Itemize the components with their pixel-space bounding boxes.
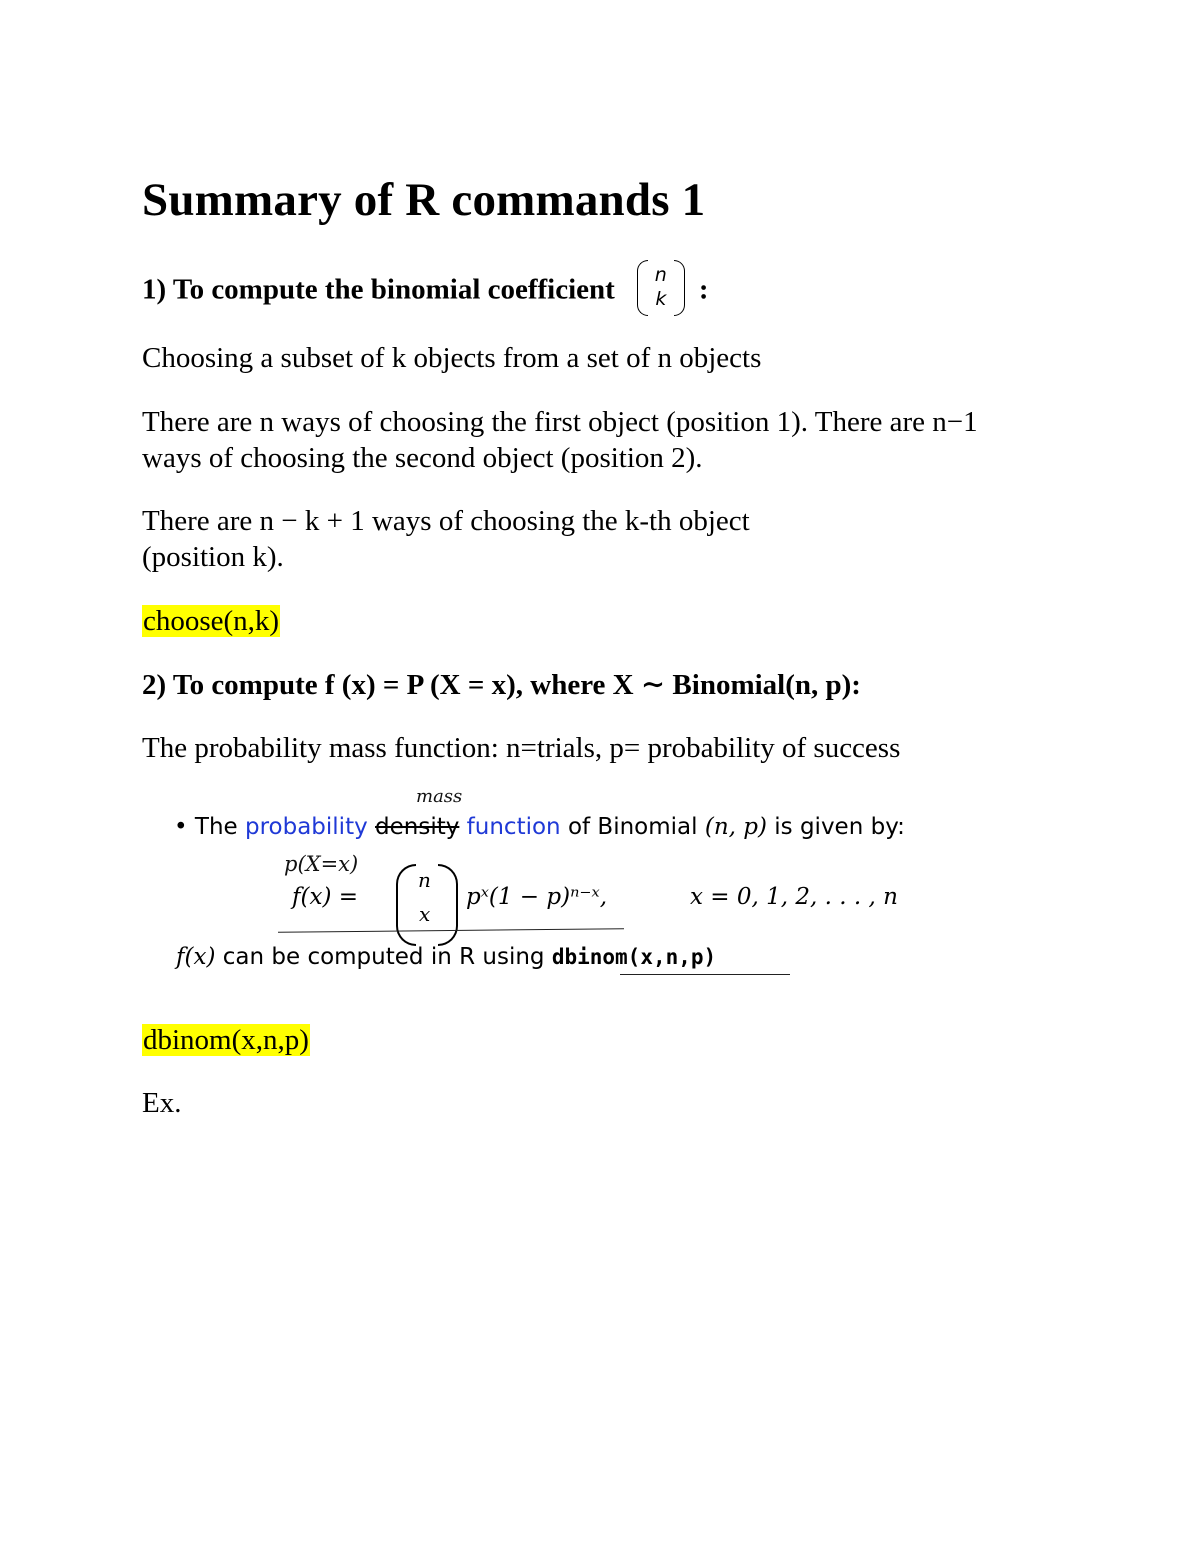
example-label: Ex. (142, 1087, 182, 1119)
handwritten-underline-code (620, 974, 790, 975)
section1-para2-line1: There are n ways of choosing the first object (position 1). There are n−1 (142, 406, 978, 438)
eq-left-paren (396, 864, 416, 946)
slide-line3 (176, 943, 716, 971)
slide-line3-text: can be computed in R using (222, 944, 545, 970)
section1-heading-text: 1) To compute the binomial coefficient (142, 273, 615, 306)
slide-line3-fx: f(x) (176, 944, 216, 970)
section1-para1: Choosing a subset of k objects from a set of n objects (142, 342, 762, 374)
eq-rhs: pˣ(1 − p)ⁿ⁻ˣ, (466, 884, 608, 910)
binom-bottom: k (655, 288, 667, 310)
section2-heading: 2) To compute f (x) = P (X = x), where X ∼ Binomial(n, p): (142, 669, 861, 701)
slide-text-of-binomial: of Binomial (567, 814, 698, 840)
eq-range: x = 0, 1, 2, . . . , n (690, 884, 898, 910)
section1-para3-line1: There are n − k + 1 ways of choosing the k-th object (142, 505, 750, 537)
choose-command-highlight: choose(n,k) (143, 605, 280, 637)
slide-line3-code: dbinom(x,n,p) (551, 945, 717, 969)
handwritten-pxx-annotation: p(X=x) (284, 852, 359, 876)
eq-binom-bottom: x (419, 902, 431, 926)
bullet-icon: • (174, 814, 188, 840)
binomial-coefficient-symbol (637, 260, 685, 316)
section1-heading-colon: : (698, 273, 709, 306)
section1-para2 (142, 404, 978, 476)
page-title: Summary of R commands 1 (142, 174, 706, 226)
slide-excerpt (160, 780, 1040, 990)
handwritten-mass-annotation: mass (416, 786, 463, 807)
choose-command (142, 603, 280, 639)
eq-binom-top: n (418, 868, 431, 892)
eq-lhs: f(x) = (292, 884, 359, 910)
slide-text-probability: probability (244, 814, 368, 840)
section1-heading (142, 264, 709, 320)
binom-top: n (654, 264, 667, 286)
slide-text-given-by: is given by: (774, 814, 905, 840)
slide-text-density-struck: density (375, 814, 460, 840)
section1-para3 (142, 503, 750, 575)
section1-para2-line2: ways of choosing the second object (position 2). (142, 442, 703, 474)
slide-text-the: The (194, 814, 238, 840)
slide-text-function: function (466, 814, 561, 840)
slide-bullet-line (174, 813, 905, 841)
slide-text-np: (n, p) (704, 814, 767, 840)
dbinom-command-highlight: dbinom(x,n,p) (143, 1024, 309, 1056)
section2-para1: The probability mass function: n=trials, p= probability of success (142, 732, 901, 764)
dbinom-command (142, 1022, 310, 1058)
section1-para3-line2: (position k). (142, 541, 284, 573)
eq-right-paren (438, 864, 458, 946)
